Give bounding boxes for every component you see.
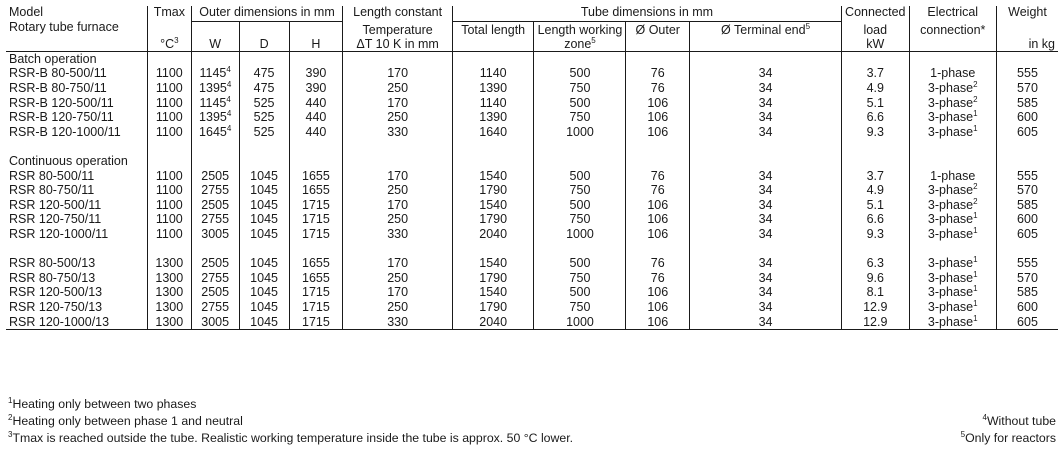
cell-conn: 3-phase$^1$ [909, 300, 996, 315]
cell-d: 1045 [239, 300, 289, 315]
footnote-ref: 2 [973, 80, 978, 90]
cell-load: 9.3 [842, 227, 909, 242]
cell-w: 2505 [191, 169, 239, 184]
cell-model: RSR 80-500/13 [6, 256, 147, 271]
cell-d: 1045 [239, 271, 289, 286]
table-row [6, 198, 1058, 213]
cell-terminal: 34 [690, 314, 842, 329]
cell-tmax: 1300 [147, 256, 191, 271]
header-tmax: Tmax [147, 6, 191, 21]
footnote-ref: 2 [973, 196, 978, 206]
cell-model: RSR-B 80-750/11 [6, 81, 147, 96]
footnote-ref: 4 [226, 80, 232, 90]
cell-zone: 500 [534, 96, 626, 111]
footnote-ref: 1 [973, 123, 978, 133]
cell-h: 1655 [289, 271, 343, 286]
table-header [6, 6, 1058, 51]
cell-d: 525 [239, 110, 289, 125]
header-load: load [842, 21, 909, 36]
cell-d: 1045 [239, 212, 289, 227]
cell-total: 1790 [452, 300, 534, 315]
cell-weight: 555 [1017, 66, 1038, 81]
cell-zone: 500 [534, 256, 626, 271]
cell-load: 6.3 [842, 256, 909, 271]
cell-h: 1715 [289, 314, 343, 329]
cell-load: 9.6 [842, 271, 909, 286]
header-w: W [191, 36, 239, 51]
cell-model: RSR-B 120-750/11 [6, 110, 147, 125]
footnote-text: Without tube [986, 414, 1056, 428]
cell-outer: 76 [626, 169, 690, 184]
cell-d: 1045 [239, 227, 289, 242]
header-kw: kW [842, 36, 909, 51]
cell-lc: 330 [343, 314, 453, 329]
footnote-ref: 4 [226, 94, 231, 104]
table-row [6, 227, 1058, 242]
cell-total: 1790 [452, 271, 534, 286]
cell-d: 1045 [239, 198, 289, 213]
cell-weight: 605 [1017, 226, 1038, 241]
cell-model: RSR 120-500/13 [6, 285, 147, 300]
cell-w: 2505 [191, 256, 239, 271]
cell-tmax: 1100 [147, 110, 191, 125]
header-model-sub: Rotary tube furnace [6, 21, 147, 36]
cell-lc: 250 [343, 183, 453, 198]
cell-tmax: 1100 [147, 66, 191, 81]
cell-load: 9.3 [842, 125, 909, 140]
cell-h: 1715 [289, 300, 343, 315]
cell-tmax: 1100 [147, 198, 191, 213]
header-working-zone: Length working [534, 21, 626, 36]
header-outer-dimensions: Outer dimensions in mm [191, 6, 343, 21]
cell-d: 1045 [239, 256, 289, 271]
cell-h: 390 [289, 81, 343, 96]
header-weight: Weight [1008, 5, 1047, 19]
cell-zone: 500 [534, 66, 626, 81]
cell-outer: 76 [626, 81, 690, 96]
footnote [8, 397, 1056, 414]
cell-total: 1540 [452, 169, 534, 184]
cell-tmax: 1300 [147, 300, 191, 315]
table-row [6, 125, 1058, 140]
footnotes-left [8, 397, 1056, 448]
footnote-number: 5 [960, 430, 966, 439]
cell-w: 1645$^4$ [191, 125, 239, 140]
footnote-ref: 1 [973, 269, 978, 279]
cell-zone: 500 [534, 285, 626, 300]
cell-d: 1045 [239, 285, 289, 300]
header-h: H [289, 36, 343, 51]
cell-terminal: 34 [690, 81, 842, 96]
cell-conn: 3-phase$^1$ [909, 271, 996, 286]
cell-w: 2505 [191, 198, 239, 213]
cell-conn: 3-phase$^2$ [909, 198, 996, 213]
cell-w: 2755 [191, 212, 239, 227]
cell-total: 1640 [452, 125, 534, 140]
cell-total: 1790 [452, 212, 534, 227]
cell-weight: 570 [1017, 81, 1038, 96]
cell-w: 1395$^4$ [191, 81, 239, 96]
cell-weight: 600 [1017, 299, 1038, 314]
cell-w: 1145$^4$ [191, 96, 239, 111]
cell-zone: 1000 [534, 125, 626, 140]
cell-lc: 170 [343, 96, 453, 111]
cell-d: 475 [239, 66, 289, 81]
cell-terminal: 34 [690, 125, 842, 140]
header-outer: Ø Outer [626, 21, 690, 36]
cell-terminal: 34 [690, 66, 842, 81]
cell-conn: 3-phase$^2$ [909, 81, 996, 96]
cell-weight: 605 [1017, 124, 1038, 139]
cell-tmax: 1100 [147, 96, 191, 111]
header-working-zone-2: zone$^5$ [534, 36, 626, 51]
cell-lc: 170 [343, 66, 453, 81]
cell-zone: 1000 [534, 314, 626, 329]
header-total-length: Total length [452, 21, 534, 36]
header-temperature: Temperature [343, 21, 453, 36]
header-tmax-unit: $^\circ C^3$ [147, 36, 191, 51]
footnote-ref: 2 [973, 182, 978, 192]
header-connected: Connected [842, 6, 909, 21]
cell-model: RSR-B 120-500/11 [6, 96, 147, 111]
cell-lc: 170 [343, 285, 453, 300]
cell-zone: 750 [534, 110, 626, 125]
cell-h: 440 [289, 110, 343, 125]
cell-h: 1655 [289, 169, 343, 184]
cell-zone: 750 [534, 271, 626, 286]
table-row [6, 256, 1058, 271]
cell-w: 1145$^4$ [191, 66, 239, 81]
cell-h: 1715 [289, 285, 343, 300]
table-row [6, 285, 1058, 300]
footnote-text: Heating only between two phases [12, 397, 197, 411]
section-title-row [6, 51, 1058, 66]
cell-conn: 3-phase$^1$ [909, 125, 996, 140]
cell-lc: 330 [343, 227, 453, 242]
cell-weight: 570 [1017, 183, 1038, 198]
footnote-text: Only for reactors [965, 431, 1056, 445]
table-body [6, 51, 1058, 329]
table-row [6, 212, 1058, 227]
cell-zone: 750 [534, 81, 626, 96]
cell-w: 3005 [191, 227, 239, 242]
cell-tmax: 1100 [147, 227, 191, 242]
cell-weight: 555 [1017, 168, 1038, 183]
cell-lc: 250 [343, 300, 453, 315]
cell-load: 3.7 [842, 169, 909, 184]
cell-lc: 250 [343, 271, 453, 286]
footnote-ref: 1 [973, 225, 978, 235]
cell-terminal: 34 [690, 285, 842, 300]
cell-total: 1540 [452, 198, 534, 213]
cell-model: RSR 80-500/11 [6, 169, 147, 184]
cell-outer: 106 [626, 285, 690, 300]
header-model: Model [6, 6, 147, 21]
cell-outer: 76 [626, 66, 690, 81]
cell-load: 12.9 [842, 314, 909, 329]
footnote-number: 4 [982, 413, 987, 422]
cell-d: 525 [239, 125, 289, 140]
cell-load: 8.1 [842, 285, 909, 300]
cell-tmax: 1100 [147, 183, 191, 198]
header-length-constant: Length constant [343, 6, 453, 21]
specification-table [6, 6, 1058, 330]
footnote-text: Heating only between phase 1 and neutral [12, 414, 243, 428]
cell-model: RSR 80-750/11 [6, 183, 147, 198]
section-title: Continuous operation [6, 154, 147, 169]
cell-model: RSR 120-500/11 [6, 198, 147, 213]
cell-outer: 76 [626, 271, 690, 286]
cell-model: RSR 120-750/13 [6, 300, 147, 315]
header-terminal: Ø Terminal end$^5$ [690, 21, 842, 36]
cell-total: 1140 [452, 66, 534, 81]
footnote [8, 414, 1056, 431]
cell-h: 440 [289, 96, 343, 111]
footnotes-right [961, 414, 1056, 448]
cell-terminal: 34 [690, 198, 842, 213]
cell-h: 1655 [289, 256, 343, 271]
cell-total: 1390 [452, 110, 534, 125]
cell-tmax: 1300 [147, 271, 191, 286]
cell-total: 1790 [452, 183, 534, 198]
footnote [961, 431, 1056, 448]
table-row [6, 271, 1058, 286]
table-row [6, 183, 1058, 198]
section-spacer [6, 139, 1058, 154]
cell-lc: 170 [343, 169, 453, 184]
cell-model: RSR 80-750/13 [6, 271, 147, 286]
footnote-ref: 1 [973, 298, 978, 308]
cell-outer: 106 [626, 212, 690, 227]
header-electrical: Electrical [909, 6, 996, 21]
cell-model: RSR 120-1000/11 [6, 227, 147, 242]
cell-d: 1045 [239, 169, 289, 184]
cell-conn: 1-phase [909, 66, 996, 81]
cell-tmax: 1100 [147, 81, 191, 96]
cell-tmax: 1100 [147, 125, 191, 140]
cell-conn: 3-phase$^1$ [909, 227, 996, 242]
cell-terminal: 34 [690, 96, 842, 111]
cell-tmax: 1100 [147, 212, 191, 227]
cell-outer: 76 [626, 256, 690, 271]
cell-weight: 605 [996, 314, 1058, 329]
cell-h: 1715 [289, 227, 343, 242]
cell-load: 4.9 [842, 81, 909, 96]
cell-d: 1045 [239, 183, 289, 198]
cell-terminal: 34 [690, 227, 842, 242]
header-in-kg: in kg [996, 36, 1058, 51]
cell-conn: 3-phase$^2$ [909, 183, 996, 198]
cell-tmax: 1100 [147, 169, 191, 184]
cell-terminal: 34 [690, 169, 842, 184]
cell-zone: 750 [534, 183, 626, 198]
cell-weight: 585 [1017, 197, 1038, 212]
cell-conn: 3-phase$^1$ [909, 110, 996, 125]
cell-lc: 330 [343, 125, 453, 140]
cell-lc: 170 [343, 198, 453, 213]
table-row [6, 66, 1058, 81]
footnote-ref: 1 [973, 109, 978, 119]
cell-model: RSR-B 80-500/11 [6, 66, 147, 81]
cell-w: 2755 [191, 300, 239, 315]
cell-load: 6.6 [842, 110, 909, 125]
cell-h: 1715 [289, 212, 343, 227]
cell-lc: 250 [343, 212, 453, 227]
cell-terminal: 34 [690, 212, 842, 227]
cell-total: 1390 [452, 81, 534, 96]
cell-conn: 3-phase$^1$ [909, 314, 996, 329]
cell-w: 3005 [191, 314, 239, 329]
footnote-ref: 1 [973, 313, 978, 323]
header-connection: connection* [909, 21, 996, 36]
section-title-row [6, 154, 1058, 169]
table-row [6, 314, 1058, 329]
cell-weight: 585 [1017, 285, 1038, 300]
cell-lc: 250 [343, 81, 453, 96]
cell-weight: 600 [1017, 212, 1038, 227]
cell-total: 2040 [452, 227, 534, 242]
cell-model: RSR 120-1000/13 [6, 314, 147, 329]
header-d: D [239, 36, 289, 51]
cell-load: 3.7 [842, 66, 909, 81]
cell-total: 1140 [452, 96, 534, 111]
section-title: Batch operation [6, 51, 147, 66]
cell-zone: 500 [534, 198, 626, 213]
cell-h: 390 [289, 66, 343, 81]
section-spacer [6, 242, 1058, 257]
cell-conn: 3-phase$^2$ [909, 96, 996, 111]
table-row [6, 96, 1058, 111]
footnote-ref: 2 [973, 94, 978, 104]
cell-total: 1540 [452, 285, 534, 300]
cell-d: 475 [239, 81, 289, 96]
footnote-ref: 4 [226, 109, 232, 119]
cell-load: 6.6 [842, 212, 909, 227]
cell-outer: 106 [626, 125, 690, 140]
cell-outer: 106 [626, 300, 690, 315]
cell-conn: 3-phase$^1$ [909, 256, 996, 271]
cell-lc: 170 [343, 256, 453, 271]
cell-load: 12.9 [842, 300, 909, 315]
cell-terminal: 34 [690, 271, 842, 286]
cell-h: 1655 [289, 183, 343, 198]
cell-w: 1395$^4$ [191, 110, 239, 125]
cell-outer: 106 [626, 96, 690, 111]
cell-load: 5.1 [842, 96, 909, 111]
cell-weight: 570 [1017, 270, 1038, 285]
cell-conn: 3-phase$^1$ [909, 285, 996, 300]
cell-zone: 750 [534, 300, 626, 315]
footnote-number: 1 [8, 396, 13, 405]
cell-weight: 585 [1017, 95, 1038, 110]
footnote-ref: 4 [226, 65, 231, 75]
table-row [6, 300, 1058, 315]
cell-outer: 106 [626, 198, 690, 213]
cell-terminal: 34 [690, 183, 842, 198]
cell-terminal: 34 [690, 300, 842, 315]
table-row [6, 110, 1058, 125]
footnote-ref: 1 [973, 211, 978, 221]
footnote-text: Tmax is reached outside the tube. Realistic working temperature inside the tube is approx. 50 °C lower. [12, 431, 574, 445]
table-row [6, 81, 1058, 96]
footnote-ref: 1 [973, 255, 978, 265]
table-row [6, 169, 1058, 184]
cell-lc: 250 [343, 110, 453, 125]
cell-outer: 106 [626, 314, 690, 329]
cell-outer: 76 [626, 183, 690, 198]
cell-w: 2505 [191, 285, 239, 300]
footnote-number: 3 [8, 430, 13, 439]
header-tube-dimensions: Tube dimensions in mm [452, 6, 841, 21]
cell-model: RSR-B 120-1000/11 [6, 125, 147, 140]
cell-conn: 1-phase [909, 169, 996, 184]
cell-total: 2040 [452, 314, 534, 329]
cell-w: 2755 [191, 183, 239, 198]
cell-weight: 600 [1017, 110, 1038, 125]
cell-h: 440 [289, 125, 343, 140]
cell-tmax: 1300 [147, 285, 191, 300]
cell-zone: 500 [534, 169, 626, 184]
cell-h: 1715 [289, 198, 343, 213]
cell-d: 525 [239, 96, 289, 111]
cell-zone: 750 [534, 212, 626, 227]
cell-w: 2755 [191, 271, 239, 286]
cell-tmax: 1300 [147, 314, 191, 329]
cell-terminal: 34 [690, 256, 842, 271]
cell-zone: 1000 [534, 227, 626, 242]
footnote [961, 414, 1056, 431]
cell-terminal: 34 [690, 110, 842, 125]
cell-total: 1540 [452, 256, 534, 271]
footnote-ref: 1 [973, 284, 978, 294]
cell-load: 5.1 [842, 198, 909, 213]
cell-load: 4.9 [842, 183, 909, 198]
cell-model: RSR 120-750/11 [6, 212, 147, 227]
cell-outer: 106 [626, 110, 690, 125]
cell-d: 1045 [239, 314, 289, 329]
header-delta-t: ΔT 10 K in mm [343, 36, 453, 51]
footnote [8, 431, 1056, 448]
footnote-number: 2 [8, 413, 13, 422]
cell-outer: 106 [626, 227, 690, 242]
footnote-ref: 4 [226, 123, 232, 133]
cell-weight: 555 [1017, 256, 1038, 271]
cell-conn: 3-phase$^1$ [909, 212, 996, 227]
